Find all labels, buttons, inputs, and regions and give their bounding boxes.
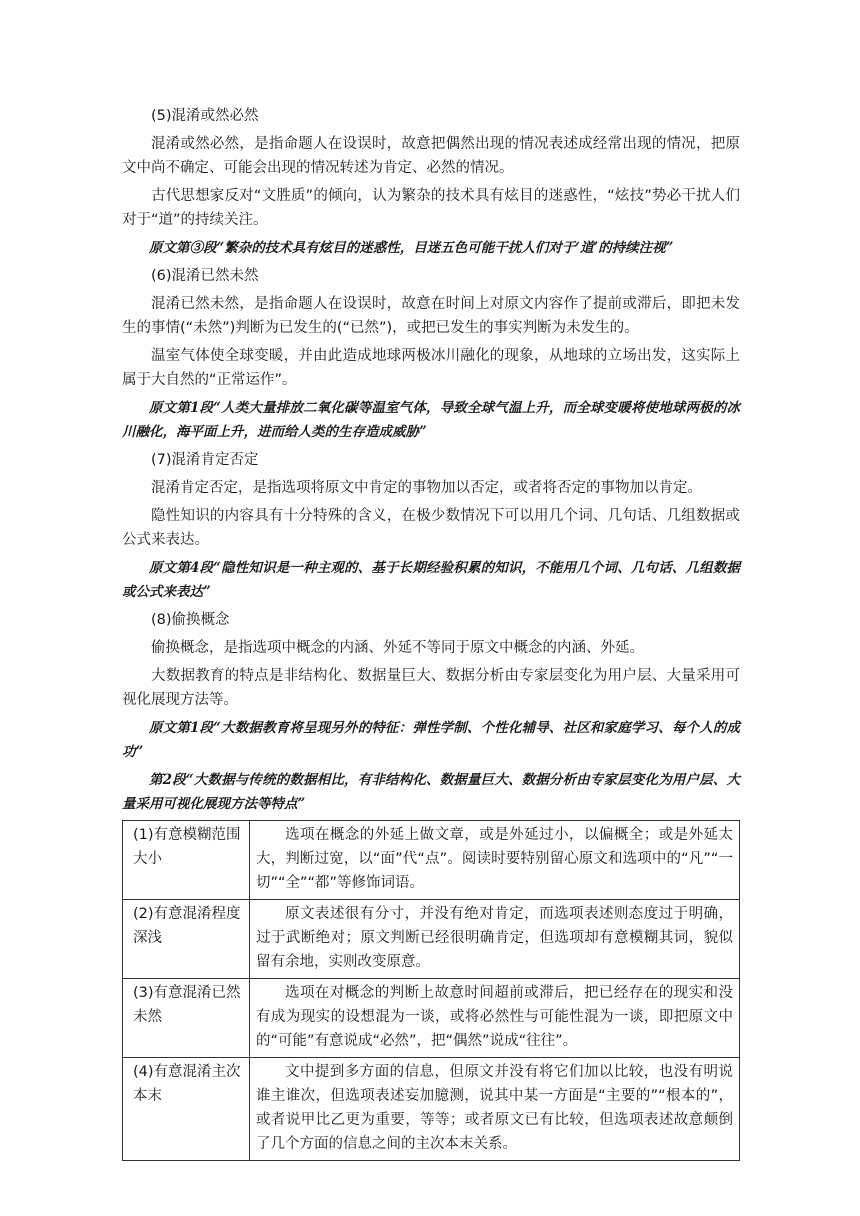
section-example: 古代思想家反对“文胜质”的倾向，认为繁杂的技术具有炫目的迷惑性，“炫技”势必干扰人们对于“道”的持续关注。 bbox=[122, 188, 740, 228]
table-cell-label: (1)有意模糊范围大小 bbox=[123, 821, 250, 900]
table-cell-description: 选项在概念的外延上做文章，或是外延过小，以偏概全；或是外延太大，判断过宽，以“面”代“点”。阅读时要特别留心原文和选项中的“凡”“一切”“全”“都”等修饰词语。 bbox=[250, 821, 740, 900]
section-quote: 原文第1段“人类大量排放二氧化碳等温室气体，导致全球气温上升，而全球变暖将使地球两极的冰川融化，海平面上升，进而给人类的生存造成威胁” bbox=[122, 400, 740, 440]
section-definition: 混淆已然未然，是指命题人在设误时，故意在时间上对原文内容作了提前或滞后，即把未发生的事情(“未然”)判断为已发生的(“已然”)，或把已发生的事实判断为未发生的。 bbox=[122, 296, 740, 336]
section-example: 大数据教育的特点是非结构化、数据量巨大、数据分析由专家层变化为用户层、大量采用可视化展现方法等。 bbox=[122, 668, 740, 708]
section-quote: 原文第1段“大数据教育将呈现另外的特征：弹性学制、个性化辅导、社区和家庭学习、每个人的成功” bbox=[122, 720, 740, 760]
table-cell-label: (2)有意混淆程度深浅 bbox=[123, 900, 250, 979]
section-definition: 混淆肯定否定，是指选项将原文中肯定的事物加以否定，或者将否定的事物加以肯定。 bbox=[151, 480, 702, 496]
section-heading: (7)混淆肯定否定 bbox=[151, 452, 259, 468]
table-row bbox=[123, 821, 740, 900]
error-type-table bbox=[122, 820, 740, 1161]
section-quote: 原文第4段“隐性知识是一种主观的、基于长期经验积累的知识，不能用几个词、几句话、几组数据或公式来表达” bbox=[122, 560, 740, 600]
section-quote-continued: 第2段“大数据与传统的数据相比，有非结构化、数据量巨大、数据分析由专家层变化为用户层、大量采用可视化展现方法等特点” bbox=[122, 772, 740, 812]
section-heading: (8)偷换概念 bbox=[151, 612, 230, 628]
section-example: 温室气体使全球变暖，并由此造成地球两极冰川融化的现象，从地球的立场出发，这实际上属于大自然的“正常运作”。 bbox=[122, 348, 740, 388]
section-definition: 混淆或然必然，是指命题人在设误时，故意把偶然出现的情况表述成经常出现的情况，把原文中尚不确定、可能会出现的情况转述为肯定、必然的情况。 bbox=[122, 136, 740, 176]
table-cell-description: 文中提到多方面的信息，但原文并没有将它们加以比较，也没有明说谁主谁次，但选项表述妄加臆测，说其中某一方面是“主要的”“根本的”，或者说甲比乙更为重要，等等；或者原文已有比较，但选项表述故意颠倒了几个方面的信息之间的主次本末关系。 bbox=[250, 1058, 740, 1161]
table-cell-description: 原文表述很有分寸，并没有绝对肯定，而选项表述则态度过于明确，过于武断绝对；原文判断已经很明确肯定，但选项却有意模糊其词，貌似留有余地，实则改变原意。 bbox=[250, 900, 740, 979]
table-row bbox=[123, 979, 740, 1058]
table-row bbox=[123, 900, 740, 979]
table-cell-label: (4)有意混淆主次本末 bbox=[123, 1058, 250, 1161]
table-cell-description: 选项在对概念的判断上故意时间超前或滞后，把已经存在的现实和没有成为现实的设想混为一谈，或将必然性与可能性混为一谈，即把原文中的“可能”有意说成“必然”，把“偶然”说成“往往”。 bbox=[250, 979, 740, 1058]
table-row bbox=[123, 1058, 740, 1161]
section-heading: (5)混淆或然必然 bbox=[151, 108, 259, 124]
section-example: 隐性知识的内容具有十分特殊的含义，在极少数情况下可以用几个词、几句话、几组数据或公式来表达。 bbox=[122, 508, 740, 548]
section-quote: 原文第③段“繁杂的技术具有炫目的迷惑性，目迷五色可能干扰人们对于‘道’的持续注视” bbox=[149, 240, 674, 256]
section-definition: 偷换概念，是指选项中概念的内涵、外延不等同于原文中概念的内涵、外延。 bbox=[151, 640, 644, 656]
section-heading: (6)混淆已然未然 bbox=[151, 268, 259, 284]
table-cell-label: (3)有意混淆已然未然 bbox=[123, 979, 250, 1058]
document-content bbox=[122, 104, 740, 1161]
